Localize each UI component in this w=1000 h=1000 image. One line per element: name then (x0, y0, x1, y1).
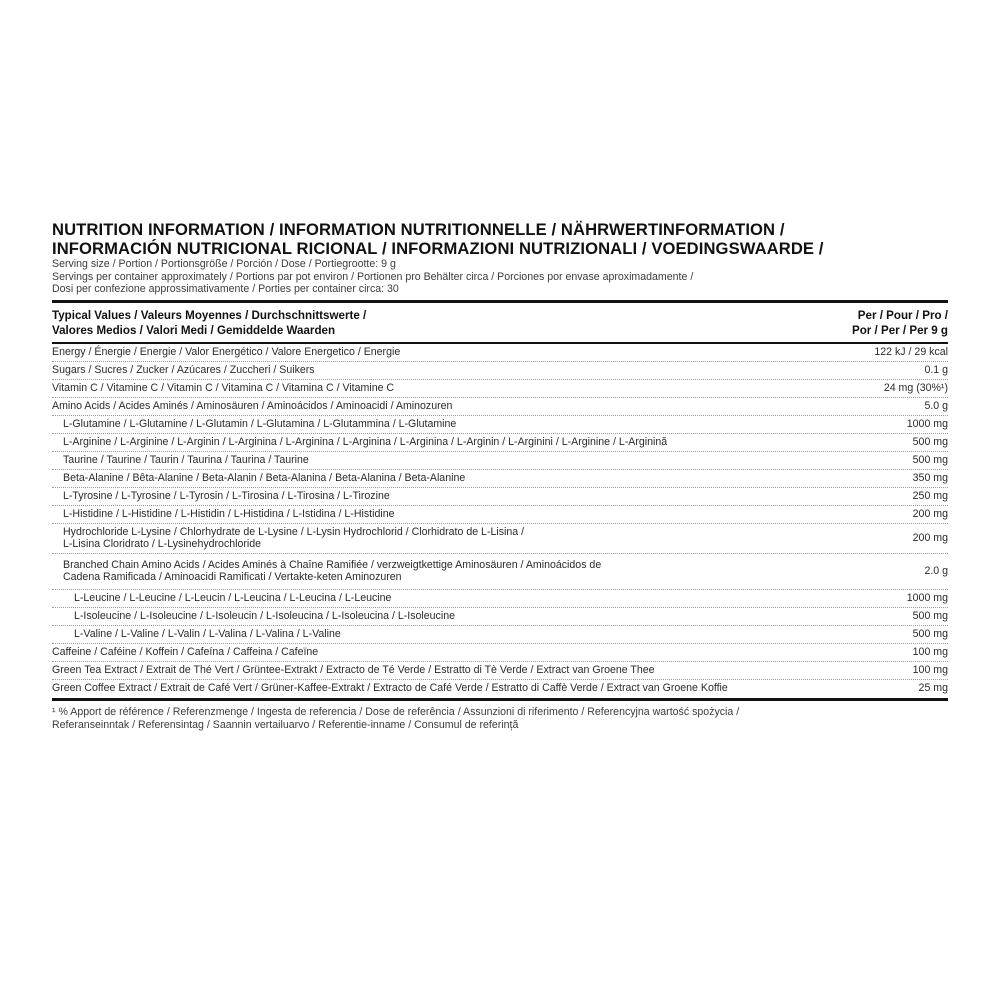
nutrient-value: 122 kJ / 29 kcal (874, 345, 948, 358)
nutrient-value: 1000 mg (906, 591, 948, 604)
nutrient-value: 100 mg (912, 663, 948, 676)
nutrient-value: 0.1 g (924, 363, 948, 376)
nutrient-value: 250 mg (912, 489, 948, 502)
nutrition-table-body (52, 344, 948, 698)
nutrient-name: Beta-Alanine / Bêta-Alanine / Beta-Alanin / Beta-Alanina / Beta-Alanina / Beta-Alanine (63, 471, 466, 484)
nutrient-value: 1000 mg (906, 417, 948, 430)
servings-per-container-line-1: Servings per container approximately / Portions par pot environ / Portionen pro Behälter circa / Porciones por envase aproximadamente / (52, 270, 694, 283)
nutrient-name: L-Glutamine / L-Glutamine / L-Glutamin / L-Glutamina / L-Glutammina / L-Glutamine (63, 417, 457, 430)
nutrient-name-line-2: L-Lisina Cloridrato / L-Lysinehydrochloride (63, 538, 262, 550)
nutrient-name: Caffeine / Caféine / Koffein / Cafeína / Caffeina / Cafeïne (52, 645, 319, 658)
header-left-line-1: Typical Values / Valeurs Moyennes / Durchschnittswerte / (52, 308, 367, 322)
table-row (52, 470, 948, 488)
nutrient-value: 500 mg (912, 435, 948, 448)
nutrient-name: Green Tea Extract / Extrait de Thé Vert / Grüntee-Extrakt / Extracto de Té Verde / Estratto di Tè Verde / Extract van Groene Thee (52, 663, 655, 676)
header-right-line-2: Por / Per / Per 9 g (851, 323, 948, 337)
header-typical-values (52, 308, 366, 338)
table-row (52, 380, 948, 398)
table-row (52, 344, 948, 362)
table-row (52, 662, 948, 680)
table-row (52, 416, 948, 434)
nutrition-label (52, 220, 948, 732)
table-row (52, 398, 948, 416)
nutrient-name: L-Leucine / L-Leucine / L-Leucin / L-Leucina / L-Leucina / L-Leucine (74, 591, 392, 604)
table-row (52, 362, 948, 380)
servings-per-container-line-2: Dosi per confezione approssimativamente / Porties per container circa: 30 (52, 283, 399, 295)
nutrient-name-line-1: Hydrochloride L-Lysine / Chlorhydrate de L-Lysine / L-Lysin Hydrochlorid / Clorhidrato de L-Lisina / (63, 525, 525, 538)
nutrient-value: 5.0 g (924, 399, 948, 412)
nutrient-name (52, 559, 601, 584)
nutrient-name: L-Valine / L-Valine / L-Valin / L-Valina / L-Valina / L-Valine (74, 627, 341, 640)
nutrient-value: 200 mg (912, 531, 948, 544)
nutrient-value: 100 mg (912, 645, 948, 658)
footnote-line-1: ¹ % Apport de référence / Referenzmenge / Ingesta de referencia / Dose de referência / Assunzioni di riferimento / Referencyjna wartość spożycia / (52, 705, 740, 718)
nutrient-name: Vitamin C / Vitamine C / Vitamin C / Vitamina C / Vitamina C / Vitamine C (52, 381, 395, 394)
table-row (52, 680, 948, 698)
header-right-line-1: Per / Pour / Pro / (857, 308, 948, 322)
nutrient-value: 2.0 g (924, 564, 948, 577)
table-row (52, 626, 948, 644)
header-left-line-2: Valores Medios / Valori Medi / Gemiddelde Waarden (52, 323, 336, 337)
serving-size: Serving size / Portion / Portionsgröße / Porción / Dose / Portiegrootte: 9 g (52, 258, 396, 270)
table-row (52, 452, 948, 470)
nutrient-name (52, 526, 524, 551)
nutrient-value: 24 mg (30%¹) (883, 381, 948, 394)
bottom-divider (52, 698, 948, 701)
nutrient-name-line-2: Cadena Ramificada / Aminoacidi Ramificati / Vertakte-keten Aminozuren (63, 571, 402, 583)
nutrient-value: 500 mg (912, 627, 948, 640)
nutrient-name: Amino Acids / Acides Aminés / Aminosäuren / Aminoácidos / Aminoacidi / Aminozuren (52, 399, 453, 412)
table-row (52, 590, 948, 608)
nutrient-value: 500 mg (912, 609, 948, 622)
nutrient-name: L-Histidine / L-Histidine / L-Histidin / L-Histidina / L-Istidina / L-Histidine (63, 507, 395, 520)
nutrient-name: Sugars / Sucres / Zucker / Azúcares / Zuccheri / Suikers (52, 363, 315, 376)
table-row (52, 554, 948, 590)
table-row (52, 524, 948, 554)
nutrient-value: 25 mg (918, 682, 948, 695)
table-row (52, 434, 948, 452)
table-row (52, 644, 948, 662)
table-row (52, 488, 948, 506)
label-title-line-1: NUTRITION INFORMATION / INFORMATION NUTRITIONNELLE / NÄHRWERTINFORMATION / (52, 220, 785, 239)
table-row (52, 608, 948, 626)
nutrient-name: Green Coffee Extract / Extrait de Café Vert / Grüner-Kaffee-Extrakt / Extracto de Café Verde / Estratto di Caffè Verde / Extract van Groene Koffie (52, 682, 728, 695)
nutrient-value: 200 mg (912, 507, 948, 520)
table-header (52, 303, 948, 342)
nutrient-name: Energy / Énergie / Energie / Valor Energético / Valore Energetico / Energie (52, 345, 401, 358)
nutrient-name-line-1: Branched Chain Amino Acids / Acides Aminés à Chaîne Ramifiée / verzweigtkettige Aminosäuren / Aminoácidos de (63, 558, 602, 571)
nutrient-value: 350 mg (912, 471, 948, 484)
nutrient-name: L-Tyrosine / L-Tyrosine / L-Tyrosin / L-Tirosina / L-Tirosina / L-Tirozine (63, 489, 390, 502)
header-per-serving (852, 308, 948, 338)
nutrient-name: Taurine / Taurine / Taurin / Taurina / Taurina / Taurine (63, 453, 309, 466)
label-title-line-2: INFORMACIÓN NUTRICIONAL RICIONAL / INFORMAZIONI NUTRIZIONALI / VOEDINGSWAARDE / (52, 239, 824, 258)
nutrient-name: L-Arginine / L-Arginine / L-Arginin / L-Arginina / L-Arginina / L-Arginina / L-Arginina / L-Arginin / L-Arginini / L-Arginine / L-Arginină (63, 435, 668, 448)
table-row (52, 506, 948, 524)
nutrient-name: L-Isoleucine / L-Isoleucine / L-Isoleucin / L-Isoleucina / L-Isoleucina / L-Isoleucine (74, 609, 455, 622)
nutrient-value: 500 mg (912, 453, 948, 466)
footnote-line-2: Referanseinntak / Referensintag / Saannin vertailuarvo / Referentie-inname / Consumul de referință (52, 718, 519, 731)
footnote (52, 706, 948, 732)
